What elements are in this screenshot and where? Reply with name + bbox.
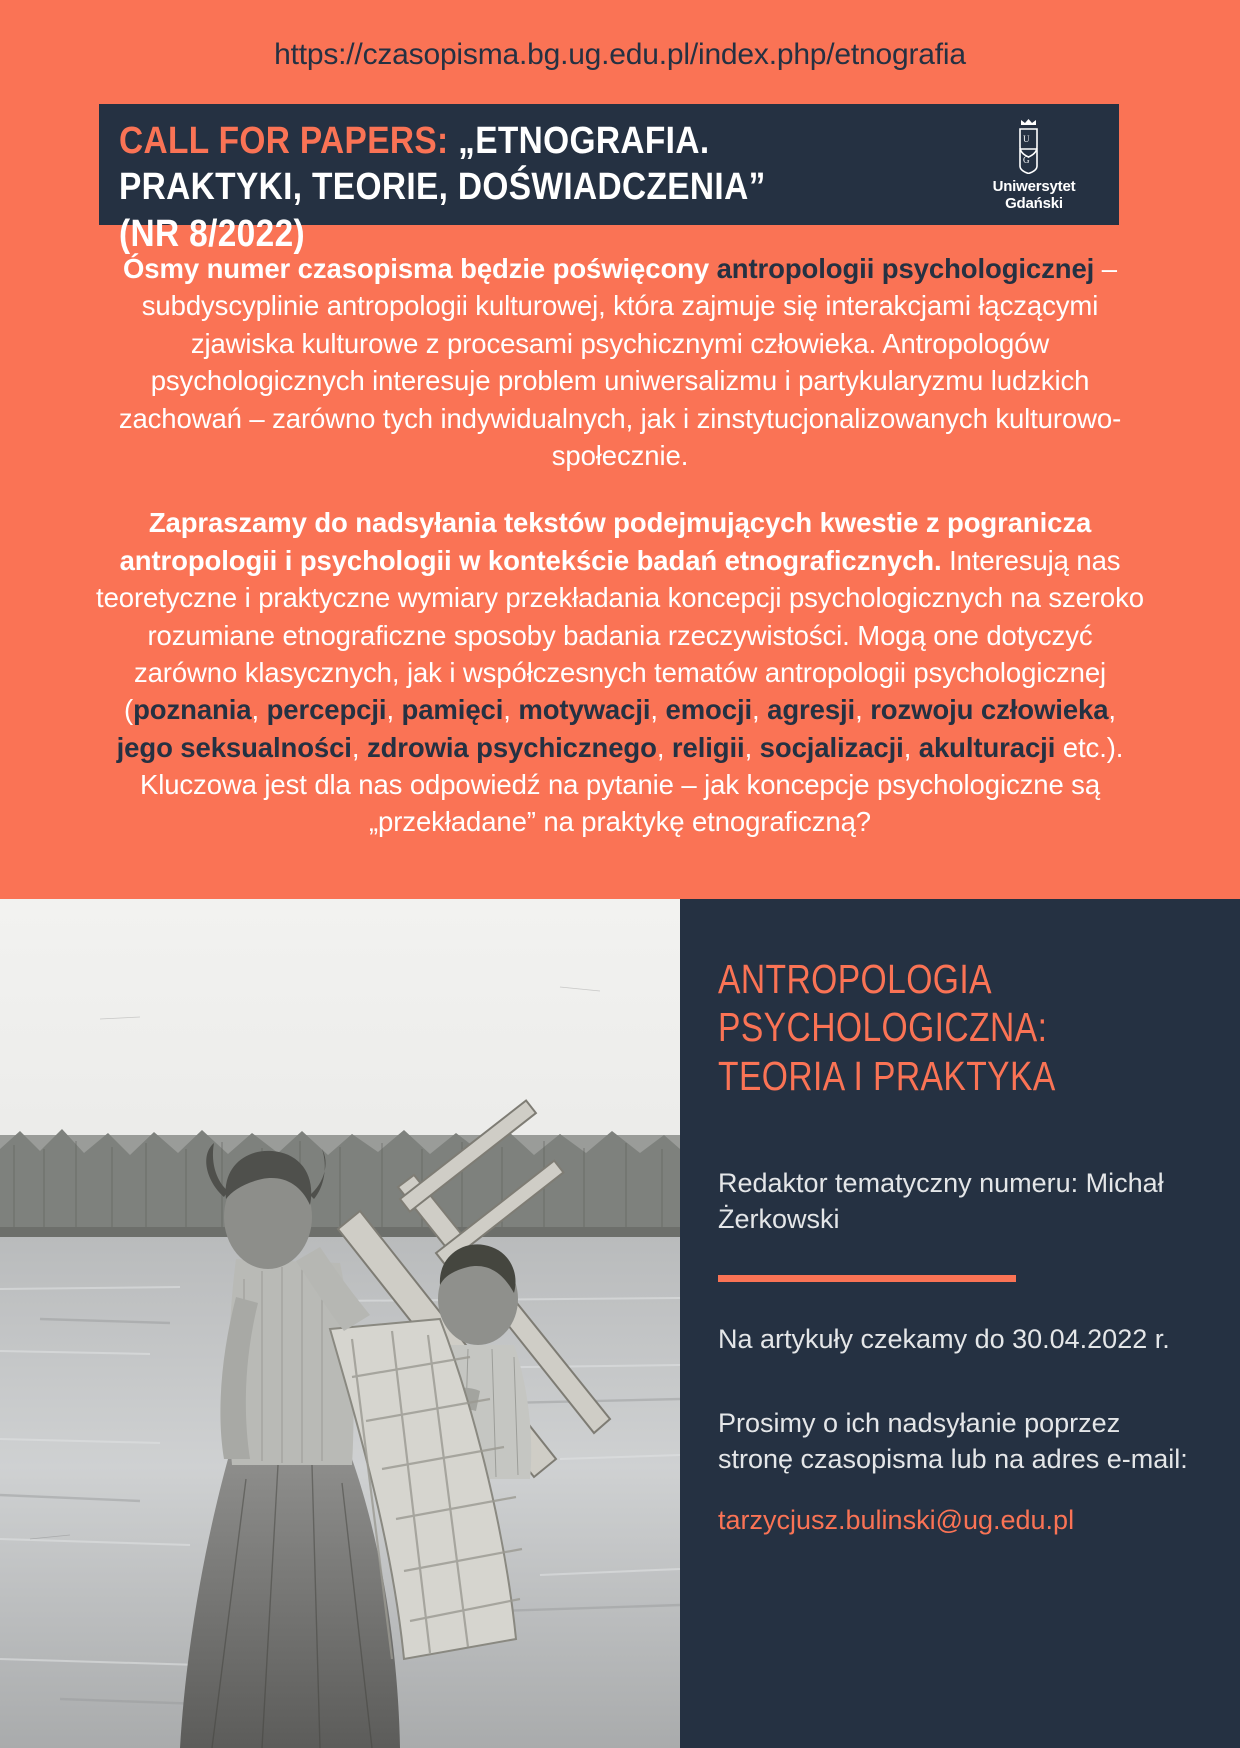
header-title xyxy=(119,118,814,257)
panel-heading-line-3: TEORIA I PRAKTYKA xyxy=(718,1052,1056,1099)
ug-logo-line1: Uniwersytet xyxy=(992,178,1076,195)
topic-6: rozwoju człowieka xyxy=(870,694,1109,726)
topic-10: socjalizacji xyxy=(759,731,904,763)
photograph-illustration xyxy=(0,899,680,1748)
paragraph-2: Zapraszamy do nadsyłania tekstów podejmujących kwestie z pogranicza antropologii i psychologii w kontekście badań etnograficznych. Interesują nas teoretyczne i praktyczne wymiary przekładania koncepcji psychologicznych na szeroko rozumiane etnograficzne sposoby badania rzeczywistości. Mogą one dotyczyć zarówno klasycznych, jak i współczesnych tematów antropologii psychologicznej (poznania, percepcji, pamięci, motywacji, emocji, agresji, rozwoju człowieka, jego seksualności, zdrowia psychicznego, religii, socjalizacji, akulturacji etc.). Kluczowa jest dla nas odpowiedź na pytanie – jak koncepcje psychologiczne są „przekładane” na praktykę etnograficzną? xyxy=(96,507,1144,838)
svg-text:G: G xyxy=(1023,155,1030,165)
ug-logo-line2: Gdański xyxy=(1005,195,1063,213)
topic-1: percepcji xyxy=(266,694,387,726)
topic-2: pamięci xyxy=(401,694,504,726)
journal-title: „ETNOGRAFIA. PRAKTYKI, TEORIE, DOŚWIADCZENIA” (NR 8/2022) xyxy=(119,120,766,255)
p2-middle: Interesują nas teoretyczne i praktyczne wymiary przekładania koncepcji psychologicznych na szeroko rozumiane etnograficzne sposoby badania rzeczywistości. Mogą one dotyczyć zarówno klasycznych, jak i współczesnych tematów antropologii psychologicznej ( xyxy=(96,544,1144,726)
body-copy xyxy=(96,250,1144,871)
topic-4: emocji xyxy=(665,694,753,726)
info-panel xyxy=(680,899,1240,1748)
call-for-papers-label: CALL FOR PAPERS: xyxy=(119,120,449,162)
topic-5: agresji xyxy=(767,694,856,726)
p2-end: etc.). Kluczowa jest dla nas odpowiedź na pytanie – jak koncepcje psychologiczne są „przekładane” na praktykę etnograficzną? xyxy=(139,731,1124,838)
contact-email[interactable]: tarzycjusz.bulinski@ug.edu.pl xyxy=(718,1505,1075,1536)
topic-3: motywacji xyxy=(518,694,651,726)
archival-photograph xyxy=(0,899,680,1748)
panel-heading-line-1: ANTROPOLOGIA xyxy=(718,956,992,1002)
university-crest-icon xyxy=(1012,116,1056,174)
panel-heading xyxy=(718,955,1226,1100)
header-bar xyxy=(99,104,1119,255)
topic-7: jego seksualności xyxy=(116,731,352,763)
submission-instructions: Prosimy o ich nadsyłanie poprzez stronę czasopisma lub na adres e-mail: xyxy=(718,1408,1188,1474)
spacer xyxy=(718,1384,1202,1406)
ug-logo-text xyxy=(979,178,1089,213)
p1-keyword: antropologii psychologicznej xyxy=(716,253,1095,284)
topic-8: zdrowia psychicznego xyxy=(366,731,657,763)
svg-text:U: U xyxy=(1023,134,1030,144)
topic-9: religii xyxy=(671,731,745,763)
topic-0: poznania xyxy=(133,694,252,726)
bottom-section xyxy=(0,899,1240,1748)
theme-editor: Redaktor tematyczny numeru: Michał Żerkowski xyxy=(718,1168,1164,1234)
panel-heading-line-2: PSYCHOLOGICZNA: xyxy=(718,1004,1048,1051)
journal-url[interactable]: https://czasopisma.bg.ug.edu.pl/index.php/etnografia xyxy=(274,38,966,71)
ug-logo xyxy=(979,116,1089,213)
submission-deadline: Na artykuły czekamy do 30.04.2022 r. xyxy=(718,1324,1170,1355)
p2-lead-bold: Zapraszamy do nadsyłania tekstów podejmujących kwestie z pogranicza antropologii i psychologii w kontekście badań etnograficznych. xyxy=(119,507,1092,576)
topic-11: akulturacji xyxy=(918,731,1056,763)
p1-rest: – subdyscyplinie antropologii kulturowej, która zajmuje się interakcjami łączącymi zjawiska kulturowe z procesami psychicznymi człowieka. Antropologów psychologicznych interesuje problem uniwersalizmu i partykularyzmu ludzkich zachowań – zarówno tych indywidualnych, jak i zinstytucjonalizowanych kulturowo-społecznie. xyxy=(118,253,1122,471)
p1-lead-bold: Ósmy numer czasopisma będzie poświęcony xyxy=(123,253,717,284)
divider-rule xyxy=(718,1275,1016,1282)
paragraph-1 xyxy=(96,250,1144,474)
